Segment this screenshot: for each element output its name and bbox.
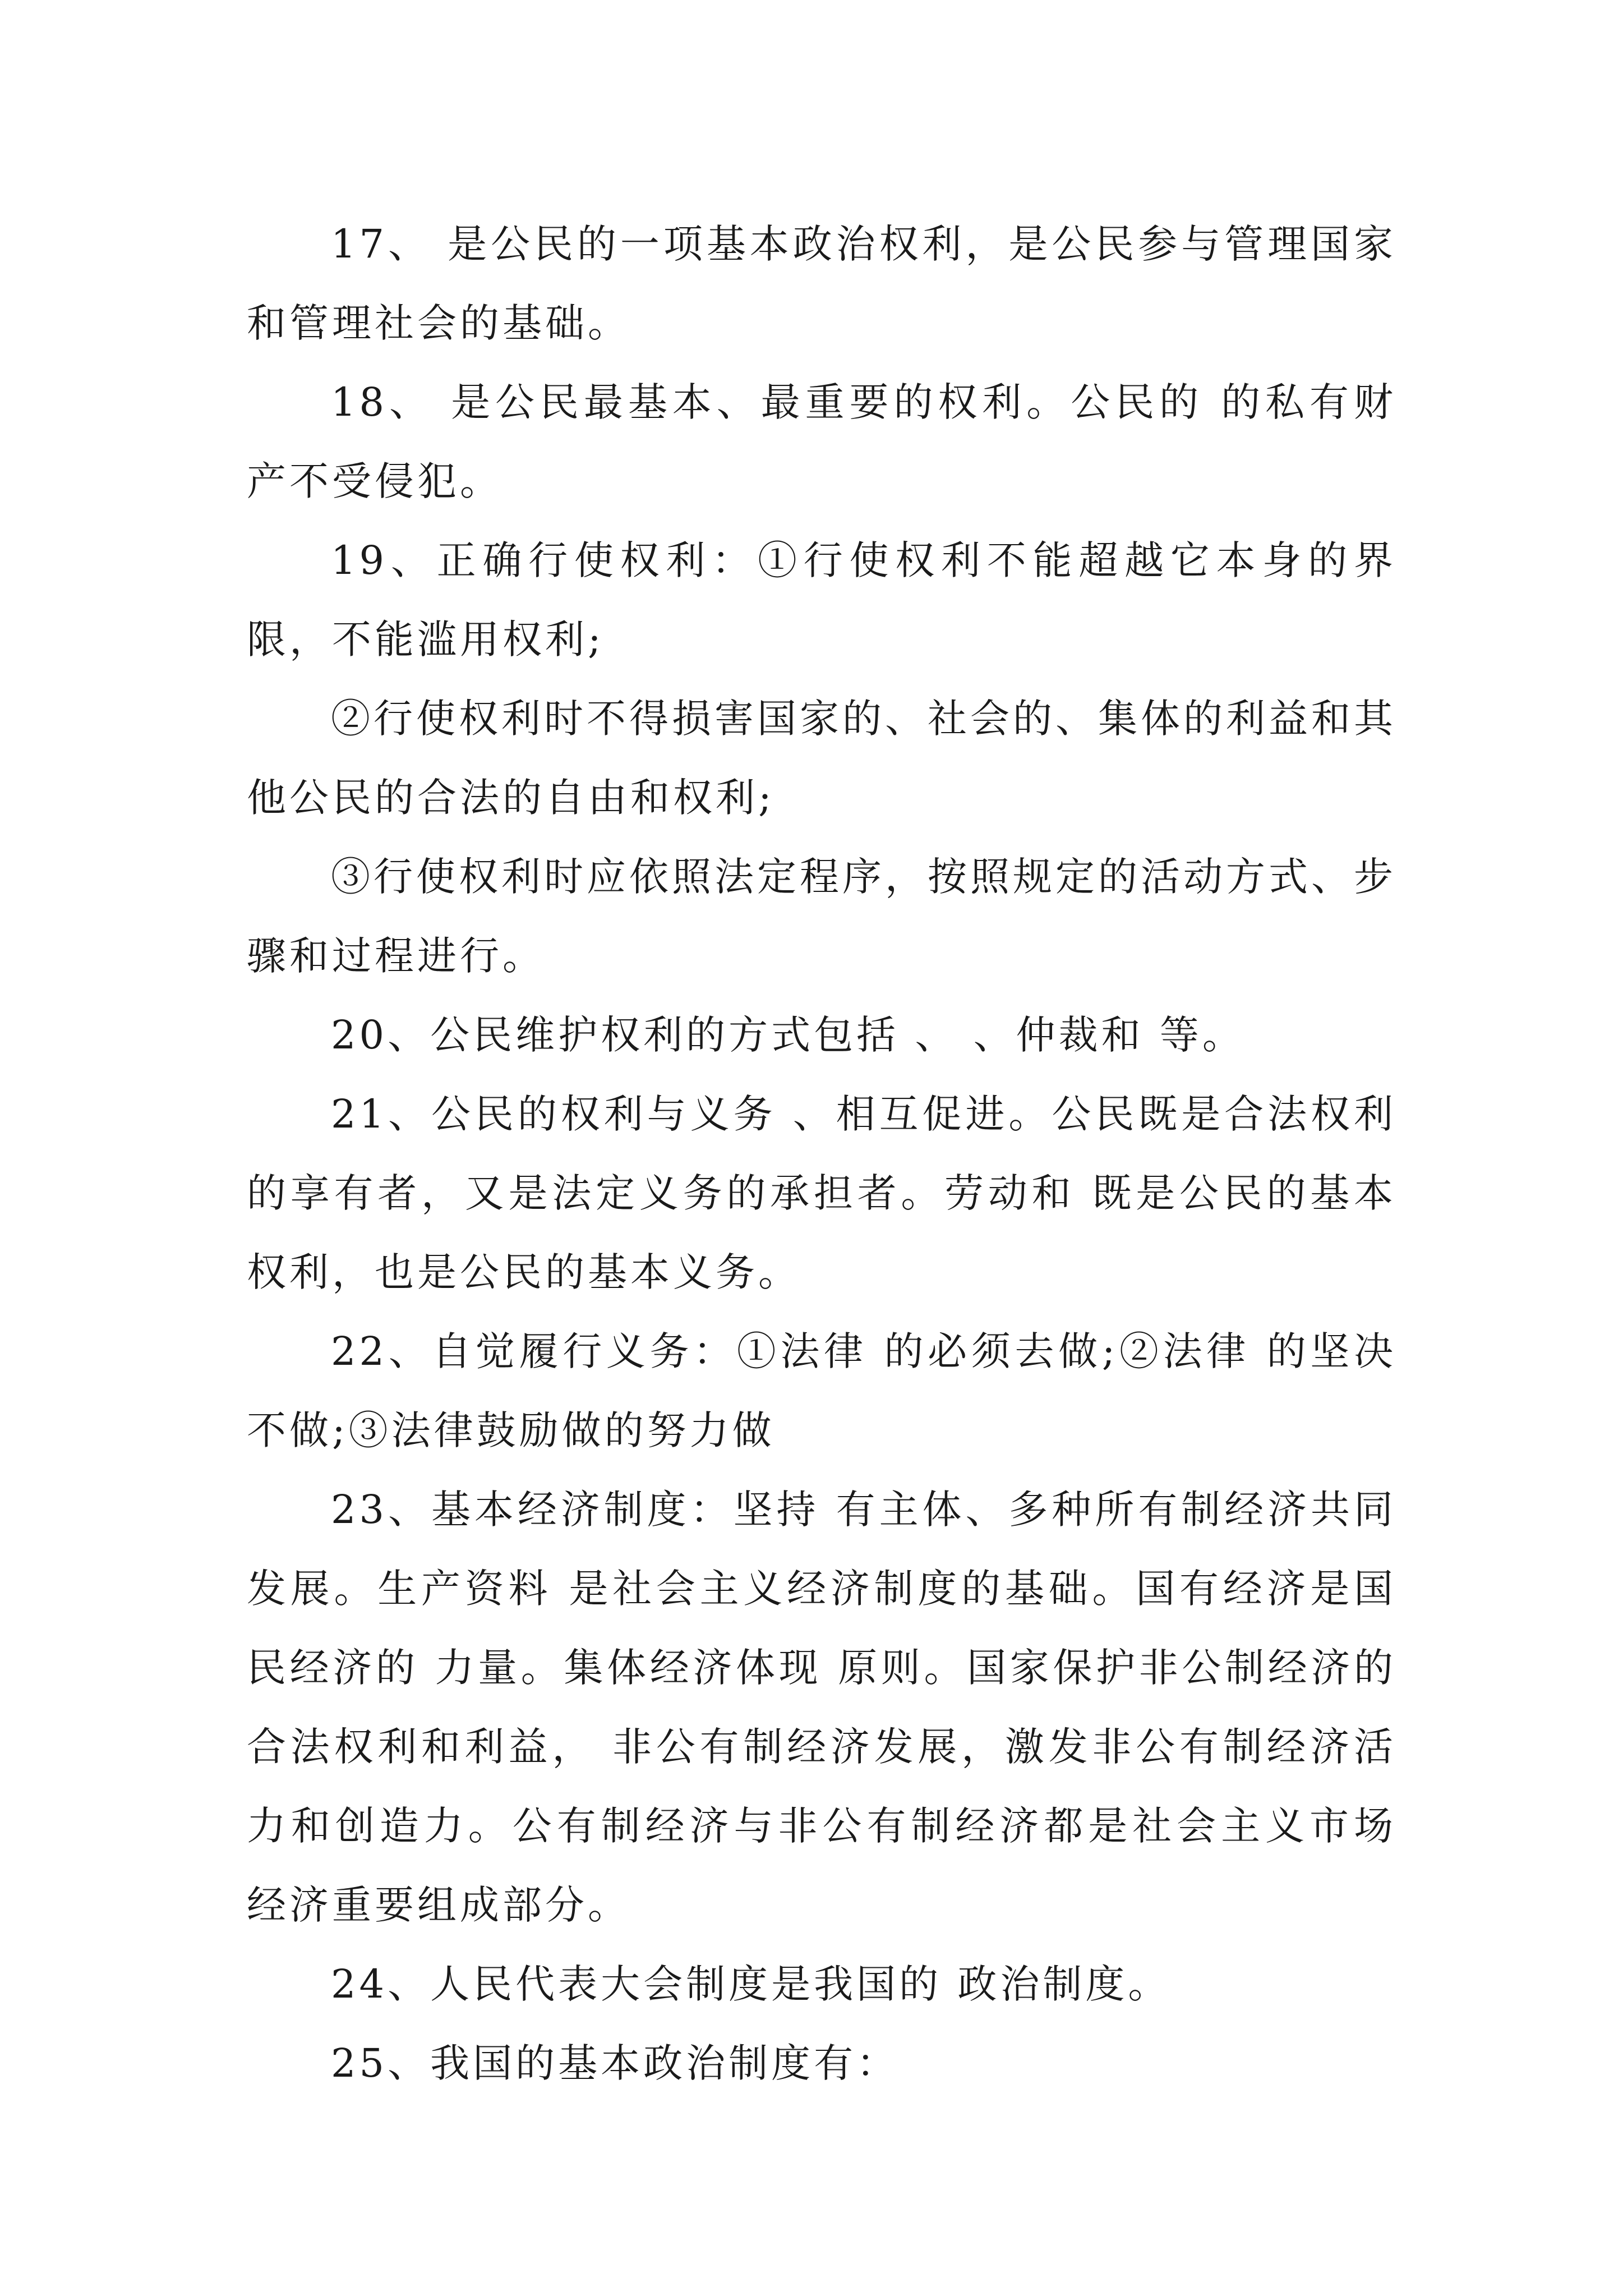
paragraph-21: 21、公民的权利与义务 、相互促进。公民既是合法权利的享有者，又是法定义务的承担者。劳动和 既是公民的基本权利，也是公民的基本义务。 — [247, 1091, 1396, 1295]
paragraph-24: 24、人民代表大会制度是我国的 政治制度。 — [331, 1961, 1171, 2007]
document-body — [247, 205, 1396, 2103]
paragraph-20: 20、公民维护权利的方式包括 、 、仲裁和 等。 — [331, 1012, 1245, 1058]
paragraph-23: 23、基本经济制度：坚持 有主体、多种所有制经济共同发展。生产资料 是社会主义经济制度的基础。国有经济是国民经济的 力量。集体经济体现 原则。国家保护非公制经济的合法权利和利益， 非公有制经济发展，激发非公有制经济活力和创造力。公有制经济与非公有制经济都是社会主义市场经济重要组成部分。 — [247, 1487, 1396, 1928]
paragraph-18: 18、 是公民最基本、最重要的权利。公民的 的私有财产不受侵犯。 — [247, 379, 1396, 504]
paragraph-19-item-2: ②行使权利时不得损害国家的、社会的、集体的利益和其他公民的合法的自由和权利; — [247, 696, 1396, 821]
paragraph-25: 25、我国的基本政治制度有： — [331, 2040, 900, 2086]
paragraph-19-item-3: ③行使权利时应依照法定程序，按照规定的活动方式、步骤和过程进行。 — [247, 854, 1396, 979]
paragraph-17: 17、 是公民的一项基本政治权利，是公民参与管理国家和管理社会的基础。 — [247, 221, 1396, 346]
paragraph-22: 22、自觉履行义务：①法律 的必须去做;②法律 的坚决不做;③法律鼓励做的努力做 — [247, 1328, 1396, 1453]
paragraph-19: 19、正确行使权利：①行使权利不能超越它本身的界限，不能滥用权利; — [247, 537, 1396, 662]
